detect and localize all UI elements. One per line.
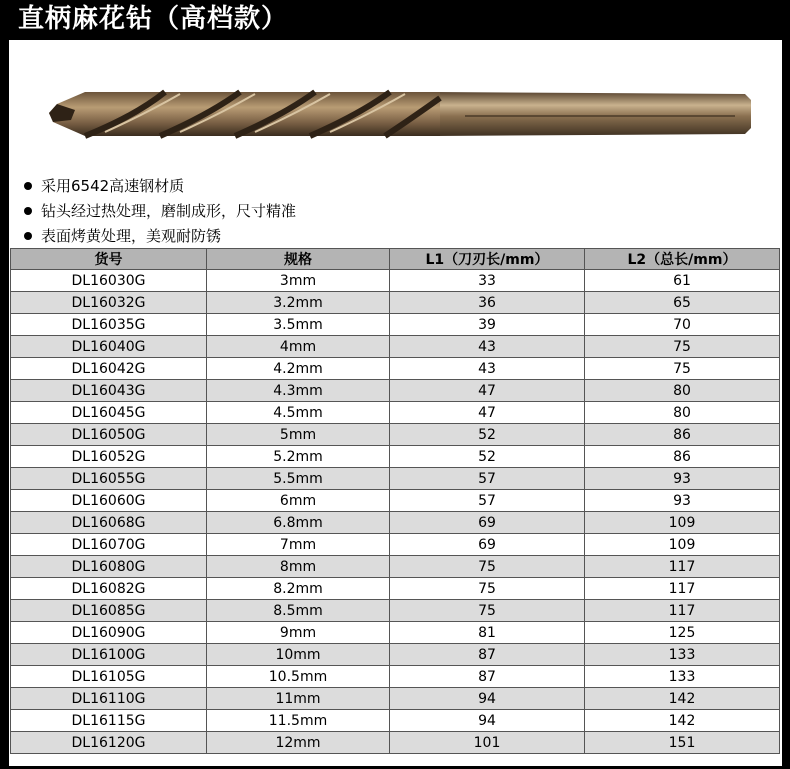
content-panel <box>9 40 782 766</box>
item-no-cell: DL16032G <box>11 292 207 314</box>
l2-cell: 86 <box>585 446 780 468</box>
l2-cell: 93 <box>585 468 780 490</box>
bullet-icon <box>24 182 32 190</box>
table-row <box>11 666 780 688</box>
item-no-cell: DL16090G <box>11 622 207 644</box>
spec-cell: 3.2mm <box>207 292 390 314</box>
l2-cell: 109 <box>585 512 780 534</box>
item-no-cell: DL16105G <box>11 666 207 688</box>
table-row <box>11 446 780 468</box>
item-no-cell: DL16055G <box>11 468 207 490</box>
l1-cell: 75 <box>390 578 585 600</box>
spec-cell: 3.5mm <box>207 314 390 336</box>
l2-cell: 80 <box>585 380 780 402</box>
l1-cell: 101 <box>390 732 585 754</box>
spec-cell: 6mm <box>207 490 390 512</box>
bullet-icon <box>24 207 32 215</box>
item-no-cell: DL16085G <box>11 600 207 622</box>
feature-list <box>21 173 296 248</box>
l1-cell: 75 <box>390 600 585 622</box>
spec-cell: 5.5mm <box>207 468 390 490</box>
spec-table <box>10 248 780 754</box>
feature-text: 表面烤黄处理，美观耐防锈 <box>41 227 222 245</box>
l2-cell: 70 <box>585 314 780 336</box>
spec-cell: 5.2mm <box>207 446 390 468</box>
l2-cell: 117 <box>585 578 780 600</box>
item-no-cell: DL16060G <box>11 490 207 512</box>
l1-cell: 87 <box>390 644 585 666</box>
feature-item <box>21 173 296 198</box>
item-no-cell: DL16115G <box>11 710 207 732</box>
l1-cell: 43 <box>390 358 585 380</box>
table-header-row <box>11 249 780 270</box>
l2-cell: 75 <box>585 358 780 380</box>
l1-cell: 81 <box>390 622 585 644</box>
l1-cell: 69 <box>390 512 585 534</box>
l1-cell: 47 <box>390 402 585 424</box>
spec-cell: 7mm <box>207 534 390 556</box>
item-no-cell: DL16080G <box>11 556 207 578</box>
l1-cell: 33 <box>390 270 585 292</box>
column-header-l1: L1（刀刃长/mm） <box>390 249 585 270</box>
l2-cell: 151 <box>585 732 780 754</box>
l1-cell: 36 <box>390 292 585 314</box>
l2-cell: 125 <box>585 622 780 644</box>
item-no-cell: DL16068G <box>11 512 207 534</box>
table-row <box>11 622 780 644</box>
spec-cell: 11.5mm <box>207 710 390 732</box>
feature-text: 采用6542高速钢材质 <box>41 177 185 195</box>
l2-cell: 142 <box>585 688 780 710</box>
spec-cell: 6.8mm <box>207 512 390 534</box>
spec-cell: 10.5mm <box>207 666 390 688</box>
item-no-cell: DL16035G <box>11 314 207 336</box>
spec-cell: 12mm <box>207 732 390 754</box>
l2-cell: 86 <box>585 424 780 446</box>
l1-cell: 94 <box>390 710 585 732</box>
item-no-cell: DL16043G <box>11 380 207 402</box>
table-row <box>11 644 780 666</box>
table-row <box>11 424 780 446</box>
spec-cell: 8.5mm <box>207 600 390 622</box>
table-body <box>11 270 780 754</box>
table-row <box>11 710 780 732</box>
table-row <box>11 556 780 578</box>
item-no-cell: DL16052G <box>11 446 207 468</box>
item-no-cell: DL16082G <box>11 578 207 600</box>
l1-cell: 47 <box>390 380 585 402</box>
l1-cell: 87 <box>390 666 585 688</box>
table-row <box>11 336 780 358</box>
bullet-icon <box>24 232 32 240</box>
feature-item <box>21 223 296 248</box>
item-no-cell: DL16040G <box>11 336 207 358</box>
l2-cell: 75 <box>585 336 780 358</box>
table-row <box>11 534 780 556</box>
spec-cell: 10mm <box>207 644 390 666</box>
l2-cell: 142 <box>585 710 780 732</box>
spec-cell: 8mm <box>207 556 390 578</box>
item-no-cell: DL16120G <box>11 732 207 754</box>
column-header-l2: L2（总长/mm） <box>585 249 780 270</box>
item-no-cell: DL16100G <box>11 644 207 666</box>
l1-cell: 57 <box>390 468 585 490</box>
feature-text: 钻头经过热处理，磨制成形，尺寸精准 <box>41 202 297 220</box>
spec-cell: 8.2mm <box>207 578 390 600</box>
l1-cell: 52 <box>390 424 585 446</box>
spec-cell: 4.5mm <box>207 402 390 424</box>
item-no-cell: DL16030G <box>11 270 207 292</box>
table-row <box>11 358 780 380</box>
table-row <box>11 688 780 710</box>
table-row <box>11 578 780 600</box>
l1-cell: 52 <box>390 446 585 468</box>
feature-item <box>21 198 296 223</box>
item-no-cell: DL16045G <box>11 402 207 424</box>
table-row <box>11 512 780 534</box>
l1-cell: 39 <box>390 314 585 336</box>
table-row <box>11 490 780 512</box>
item-no-cell: DL16042G <box>11 358 207 380</box>
l2-cell: 61 <box>585 270 780 292</box>
table-row <box>11 314 780 336</box>
page-title: 直柄麻花钻（高档款） <box>18 4 289 34</box>
table-row <box>11 468 780 490</box>
table-row <box>11 600 780 622</box>
l2-cell: 117 <box>585 600 780 622</box>
l2-cell: 133 <box>585 644 780 666</box>
item-no-cell: DL16110G <box>11 688 207 710</box>
spec-cell: 9mm <box>207 622 390 644</box>
table-row <box>11 380 780 402</box>
l1-cell: 57 <box>390 490 585 512</box>
spec-cell: 3mm <box>207 270 390 292</box>
column-header-spec: 规格 <box>207 249 390 270</box>
spec-cell: 11mm <box>207 688 390 710</box>
l1-cell: 75 <box>390 556 585 578</box>
spec-cell: 4.2mm <box>207 358 390 380</box>
l1-cell: 94 <box>390 688 585 710</box>
spec-cell: 5mm <box>207 424 390 446</box>
l2-cell: 80 <box>585 402 780 424</box>
column-header-item-no: 货号 <box>11 249 207 270</box>
l1-cell: 69 <box>390 534 585 556</box>
l2-cell: 117 <box>585 556 780 578</box>
table-row <box>11 292 780 314</box>
spec-cell: 4.3mm <box>207 380 390 402</box>
table-row <box>11 402 780 424</box>
item-no-cell: DL16050G <box>11 424 207 446</box>
table-row <box>11 270 780 292</box>
l2-cell: 93 <box>585 490 780 512</box>
table-row <box>11 732 780 754</box>
l1-cell: 43 <box>390 336 585 358</box>
l2-cell: 109 <box>585 534 780 556</box>
item-no-cell: DL16070G <box>11 534 207 556</box>
l2-cell: 133 <box>585 666 780 688</box>
twist-drill-bit-icon <box>45 86 751 142</box>
spec-cell: 4mm <box>207 336 390 358</box>
l2-cell: 65 <box>585 292 780 314</box>
